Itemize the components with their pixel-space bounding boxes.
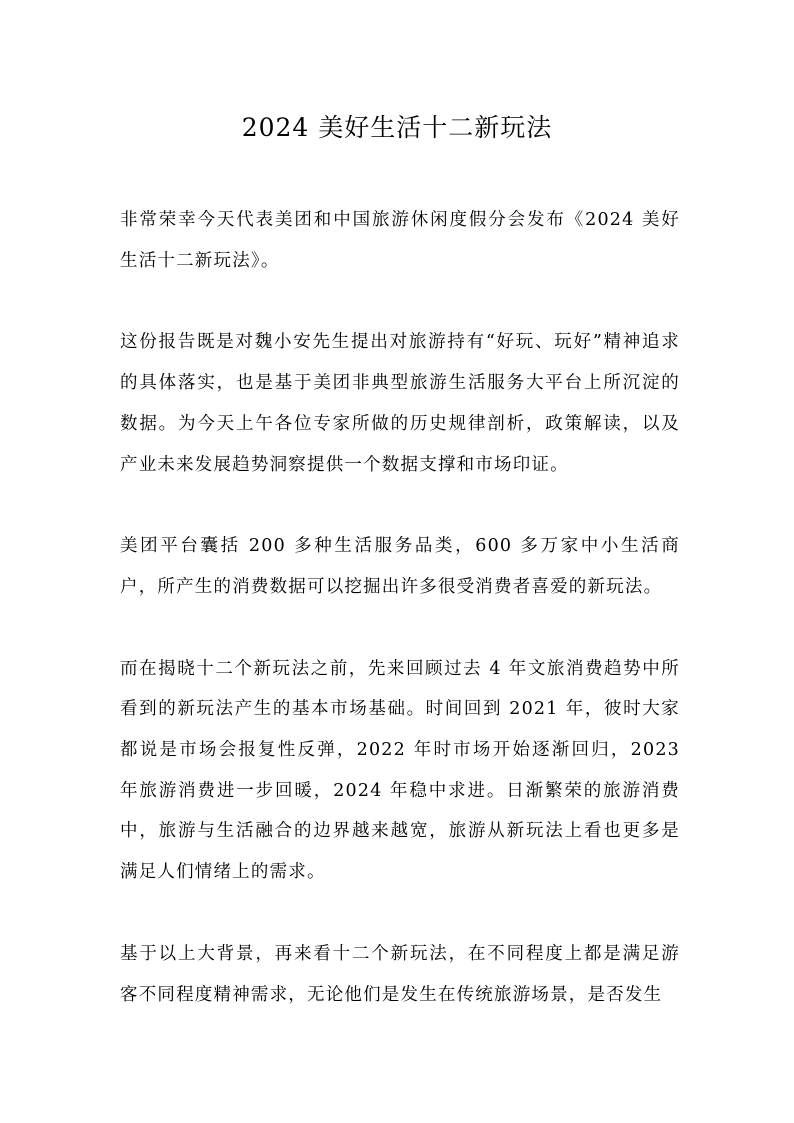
paragraph-twelve-ways: 基于以上大背景，再来看十二个新玩法，在不同程度上都是满足游客不同程度精神需求，无论他们是发生在传统旅游场景，是否发生 <box>120 943 680 1005</box>
document-title: 2024 美好生活十二新玩法 <box>241 113 553 142</box>
paragraph-market-review: 而在揭晓十二个新玩法之前，先来回顾过去 4 年文旅消费趋势中所看到的新玩法产生的基本市场基础。时间回到 2021 年，彼时大家都说是市场会报复性反弹，2022 年时市场开始逐渐回归，2023 年旅游消费进一步回暖，2024 年稳中求进。日渐繁荣的旅游消费中，旅游与生活融合的边界越来越宽，旅游从新玩法上看也更多是满足人们情绪上的需求。 <box>120 658 680 883</box>
document-body <box>120 200 680 1056</box>
paragraph-report-basis: 这份报告既是对魏小安先生提出对旅游持有“好玩、玩好”精神追求的具体落实，也是基于美团非典型旅游生活服务大平台上所沉淀的数据。为今天上午各位专家所做的历史规律剖析，政策解读，以及产业未来发展趋势洞察提供一个数据支撑和市场印证。 <box>120 332 680 475</box>
paragraph-intro: 非常荣幸今天代表美团和中国旅游休闲度假分会发布《2024 美好生活十二新玩法》。 <box>120 210 680 271</box>
paragraph-platform-scale: 美团平台囊括 200 多种生活服务品类，600 多万家中小生活商户，所产生的消费数据可以挖掘出许多很受消费者喜爱的新玩法。 <box>120 536 680 597</box>
